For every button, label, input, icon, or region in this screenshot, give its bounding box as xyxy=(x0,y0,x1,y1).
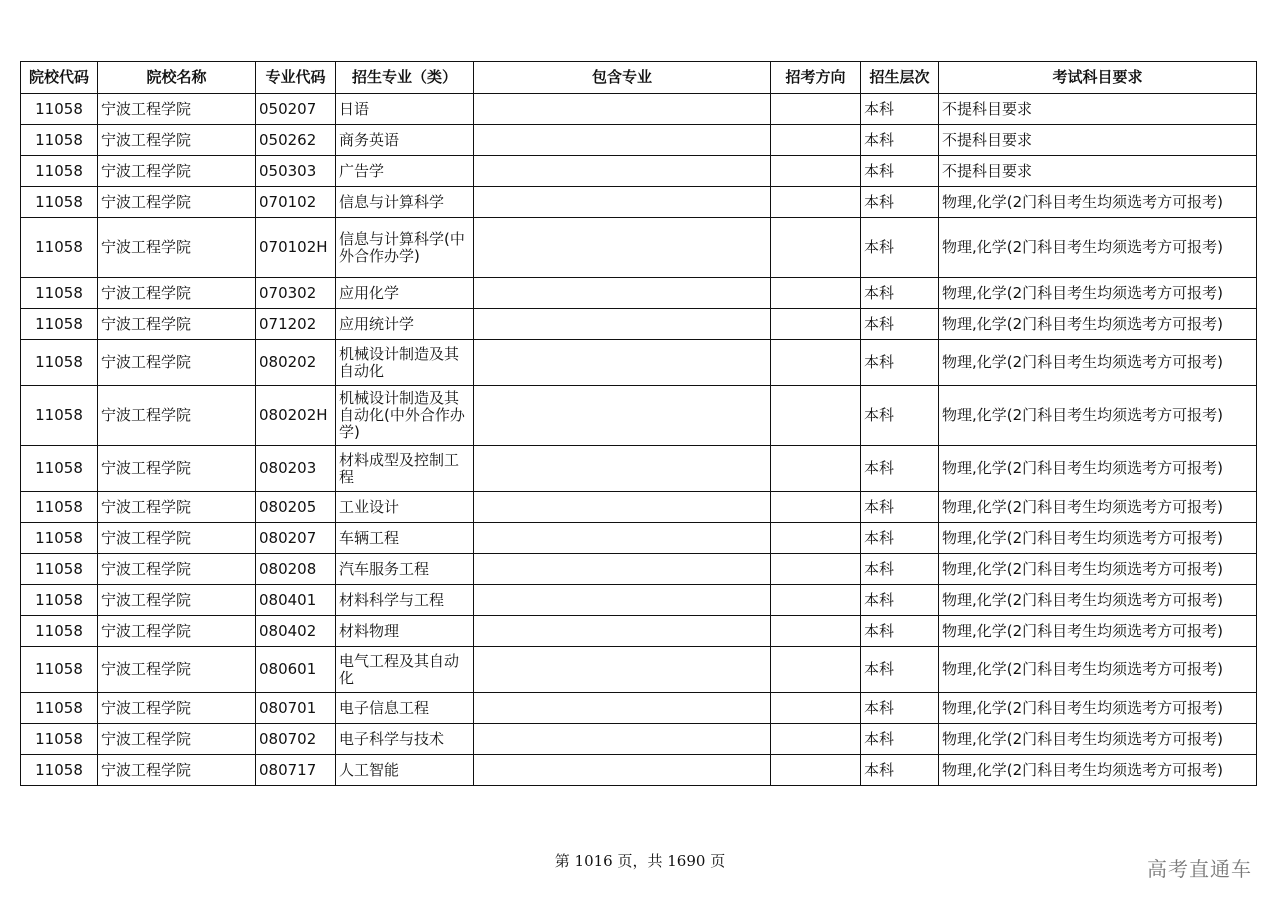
cell-requirement: 物理,化学(2门科目考生均须选考方可报考) xyxy=(939,309,1257,340)
cell-direction xyxy=(771,340,861,386)
cell-level: 本科 xyxy=(861,340,939,386)
table-row xyxy=(21,755,1257,786)
cell-level: 本科 xyxy=(861,156,939,187)
cell-included-majors xyxy=(474,156,771,187)
cell-major: 广告学 xyxy=(336,156,474,187)
cell-school-name: 宁波工程学院 xyxy=(98,693,256,724)
cell-requirement: 物理,化学(2门科目考生均须选考方可报考) xyxy=(939,647,1257,693)
cell-school-name: 宁波工程学院 xyxy=(98,340,256,386)
cell-major: 材料科学与工程 xyxy=(336,585,474,616)
table-row xyxy=(21,724,1257,755)
cell-major-code: 050262 xyxy=(256,125,336,156)
cell-major-code: 070102H xyxy=(256,218,336,278)
table-row xyxy=(21,585,1257,616)
table-row xyxy=(21,340,1257,386)
cell-level: 本科 xyxy=(861,585,939,616)
cell-included-majors xyxy=(474,278,771,309)
cell-level: 本科 xyxy=(861,187,939,218)
table-row xyxy=(21,309,1257,340)
cell-included-majors xyxy=(474,125,771,156)
cell-major-code: 080202 xyxy=(256,340,336,386)
cell-level: 本科 xyxy=(861,755,939,786)
cell-level: 本科 xyxy=(861,278,939,309)
cell-included-majors xyxy=(474,693,771,724)
cell-school-name: 宁波工程学院 xyxy=(98,616,256,647)
cell-school-code: 11058 xyxy=(21,647,98,693)
header-major-code: 专业代码 xyxy=(256,62,336,94)
admissions-table xyxy=(20,61,1257,786)
cell-school-name: 宁波工程学院 xyxy=(98,309,256,340)
table-header-row xyxy=(21,62,1257,94)
cell-level: 本科 xyxy=(861,386,939,446)
header-major: 招生专业（类） xyxy=(336,62,474,94)
header-included-majors: 包含专业 xyxy=(474,62,771,94)
cell-major: 应用统计学 xyxy=(336,309,474,340)
header-requirement: 考试科目要求 xyxy=(939,62,1257,94)
cell-included-majors xyxy=(474,187,771,218)
cell-major: 日语 xyxy=(336,94,474,125)
cell-direction xyxy=(771,647,861,693)
cell-major-code: 080202H xyxy=(256,386,336,446)
cell-level: 本科 xyxy=(861,94,939,125)
cell-level: 本科 xyxy=(861,523,939,554)
cell-level: 本科 xyxy=(861,218,939,278)
cell-major-code: 080717 xyxy=(256,755,336,786)
cell-direction xyxy=(771,523,861,554)
cell-major-code: 050207 xyxy=(256,94,336,125)
cell-school-code: 11058 xyxy=(21,94,98,125)
cell-requirement: 物理,化学(2门科目考生均须选考方可报考) xyxy=(939,187,1257,218)
cell-school-code: 11058 xyxy=(21,554,98,585)
table-row xyxy=(21,187,1257,218)
cell-school-name: 宁波工程学院 xyxy=(98,492,256,523)
cell-major-code: 080702 xyxy=(256,724,336,755)
cell-requirement: 物理,化学(2门科目考生均须选考方可报考) xyxy=(939,585,1257,616)
cell-major: 人工智能 xyxy=(336,755,474,786)
cell-direction xyxy=(771,125,861,156)
cell-major-code: 080205 xyxy=(256,492,336,523)
cell-major-code: 071202 xyxy=(256,309,336,340)
cell-major: 电子信息工程 xyxy=(336,693,474,724)
cell-major-code: 080601 xyxy=(256,647,336,693)
cell-school-name: 宁波工程学院 xyxy=(98,156,256,187)
cell-included-majors xyxy=(474,492,771,523)
cell-included-majors xyxy=(474,386,771,446)
cell-school-code: 11058 xyxy=(21,724,98,755)
cell-requirement: 不提科目要求 xyxy=(939,156,1257,187)
cell-level: 本科 xyxy=(861,309,939,340)
cell-included-majors xyxy=(474,724,771,755)
cell-school-name: 宁波工程学院 xyxy=(98,585,256,616)
cell-requirement: 物理,化学(2门科目考生均须选考方可报考) xyxy=(939,755,1257,786)
cell-requirement: 不提科目要求 xyxy=(939,94,1257,125)
cell-direction xyxy=(771,554,861,585)
cell-direction xyxy=(771,309,861,340)
page-number: 第 1016 页，共 1690 页 xyxy=(554,852,726,870)
cell-major-code: 080208 xyxy=(256,554,336,585)
cell-direction xyxy=(771,492,861,523)
cell-school-code: 11058 xyxy=(21,386,98,446)
cell-requirement: 物理,化学(2门科目考生均须选考方可报考) xyxy=(939,554,1257,585)
cell-major-code: 070302 xyxy=(256,278,336,309)
cell-school-code: 11058 xyxy=(21,218,98,278)
cell-major-code: 080203 xyxy=(256,446,336,492)
cell-included-majors xyxy=(474,218,771,278)
cell-major: 材料物理 xyxy=(336,616,474,647)
cell-direction xyxy=(771,755,861,786)
cell-included-majors xyxy=(474,585,771,616)
cell-direction xyxy=(771,693,861,724)
cell-included-majors xyxy=(474,616,771,647)
cell-direction xyxy=(771,386,861,446)
cell-school-name: 宁波工程学院 xyxy=(98,523,256,554)
cell-school-name: 宁波工程学院 xyxy=(98,554,256,585)
cell-school-name: 宁波工程学院 xyxy=(98,125,256,156)
cell-school-code: 11058 xyxy=(21,125,98,156)
cell-school-code: 11058 xyxy=(21,755,98,786)
header-school-code: 院校代码 xyxy=(21,62,98,94)
cell-direction xyxy=(771,446,861,492)
cell-school-name: 宁波工程学院 xyxy=(98,446,256,492)
cell-major-code: 080207 xyxy=(256,523,336,554)
cell-requirement: 物理,化学(2门科目考生均须选考方可报考) xyxy=(939,693,1257,724)
cell-school-name: 宁波工程学院 xyxy=(98,724,256,755)
cell-direction xyxy=(771,187,861,218)
cell-requirement: 物理,化学(2门科目考生均须选考方可报考) xyxy=(939,386,1257,446)
cell-school-name: 宁波工程学院 xyxy=(98,386,256,446)
cell-requirement: 物理,化学(2门科目考生均须选考方可报考) xyxy=(939,616,1257,647)
cell-major: 电子科学与技术 xyxy=(336,724,474,755)
cell-major-code: 080401 xyxy=(256,585,336,616)
cell-school-code: 11058 xyxy=(21,156,98,187)
table-row xyxy=(21,386,1257,446)
cell-level: 本科 xyxy=(861,693,939,724)
cell-school-code: 11058 xyxy=(21,693,98,724)
cell-major-code: 050303 xyxy=(256,156,336,187)
table-row xyxy=(21,94,1257,125)
header-level: 招生层次 xyxy=(861,62,939,94)
table-row xyxy=(21,647,1257,693)
table-row xyxy=(21,125,1257,156)
cell-included-majors xyxy=(474,523,771,554)
cell-school-code: 11058 xyxy=(21,278,98,309)
cell-level: 本科 xyxy=(861,554,939,585)
cell-level: 本科 xyxy=(861,125,939,156)
cell-major: 商务英语 xyxy=(336,125,474,156)
cell-level: 本科 xyxy=(861,647,939,693)
cell-included-majors xyxy=(474,94,771,125)
cell-direction xyxy=(771,218,861,278)
cell-school-code: 11058 xyxy=(21,616,98,647)
cell-requirement: 物理,化学(2门科目考生均须选考方可报考) xyxy=(939,218,1257,278)
cell-major-code: 080701 xyxy=(256,693,336,724)
table-row xyxy=(21,156,1257,187)
table-body xyxy=(21,94,1257,786)
cell-requirement: 物理,化学(2门科目考生均须选考方可报考) xyxy=(939,523,1257,554)
cell-requirement: 物理,化学(2门科目考生均须选考方可报考) xyxy=(939,446,1257,492)
cell-major: 信息与计算科学(中外合作办学) xyxy=(336,218,474,278)
cell-requirement: 物理,化学(2门科目考生均须选考方可报考) xyxy=(939,492,1257,523)
table-row xyxy=(21,278,1257,309)
cell-requirement: 物理,化学(2门科目考生均须选考方可报考) xyxy=(939,340,1257,386)
cell-school-code: 11058 xyxy=(21,446,98,492)
cell-major-code: 070102 xyxy=(256,187,336,218)
cell-level: 本科 xyxy=(861,446,939,492)
table-row xyxy=(21,616,1257,647)
cell-major: 车辆工程 xyxy=(336,523,474,554)
cell-direction xyxy=(771,724,861,755)
cell-school-code: 11058 xyxy=(21,187,98,218)
cell-included-majors xyxy=(474,340,771,386)
cell-requirement: 物理,化学(2门科目考生均须选考方可报考) xyxy=(939,278,1257,309)
cell-major: 材料成型及控制工程 xyxy=(336,446,474,492)
cell-included-majors xyxy=(474,554,771,585)
cell-school-name: 宁波工程学院 xyxy=(98,187,256,218)
watermark: 高考直通车 xyxy=(1147,857,1252,881)
cell-major: 工业设计 xyxy=(336,492,474,523)
cell-major: 汽车服务工程 xyxy=(336,554,474,585)
cell-requirement: 不提科目要求 xyxy=(939,125,1257,156)
table-row xyxy=(21,554,1257,585)
cell-school-code: 11058 xyxy=(21,492,98,523)
cell-major: 应用化学 xyxy=(336,278,474,309)
cell-school-code: 11058 xyxy=(21,523,98,554)
cell-school-name: 宁波工程学院 xyxy=(98,278,256,309)
cell-requirement: 物理,化学(2门科目考生均须选考方可报考) xyxy=(939,724,1257,755)
table-row xyxy=(21,446,1257,492)
cell-major: 机械设计制造及其自动化 xyxy=(336,340,474,386)
cell-school-name: 宁波工程学院 xyxy=(98,647,256,693)
table-row xyxy=(21,693,1257,724)
cell-level: 本科 xyxy=(861,492,939,523)
cell-school-name: 宁波工程学院 xyxy=(98,218,256,278)
header-school-name: 院校名称 xyxy=(98,62,256,94)
cell-level: 本科 xyxy=(861,724,939,755)
cell-direction xyxy=(771,585,861,616)
cell-school-code: 11058 xyxy=(21,340,98,386)
table-row xyxy=(21,218,1257,278)
cell-major-code: 080402 xyxy=(256,616,336,647)
cell-direction xyxy=(771,156,861,187)
table-row xyxy=(21,523,1257,554)
cell-included-majors xyxy=(474,309,771,340)
cell-school-name: 宁波工程学院 xyxy=(98,755,256,786)
cell-direction xyxy=(771,278,861,309)
cell-included-majors xyxy=(474,446,771,492)
cell-major: 电气工程及其自动化 xyxy=(336,647,474,693)
table-row xyxy=(21,492,1257,523)
header-direction: 招考方向 xyxy=(771,62,861,94)
cell-included-majors xyxy=(474,755,771,786)
cell-direction xyxy=(771,94,861,125)
cell-included-majors xyxy=(474,647,771,693)
cell-major: 信息与计算科学 xyxy=(336,187,474,218)
cell-level: 本科 xyxy=(861,616,939,647)
cell-school-name: 宁波工程学院 xyxy=(98,94,256,125)
cell-school-code: 11058 xyxy=(21,585,98,616)
cell-major: 机械设计制造及其自动化(中外合作办学) xyxy=(336,386,474,446)
cell-direction xyxy=(771,616,861,647)
cell-school-code: 11058 xyxy=(21,309,98,340)
